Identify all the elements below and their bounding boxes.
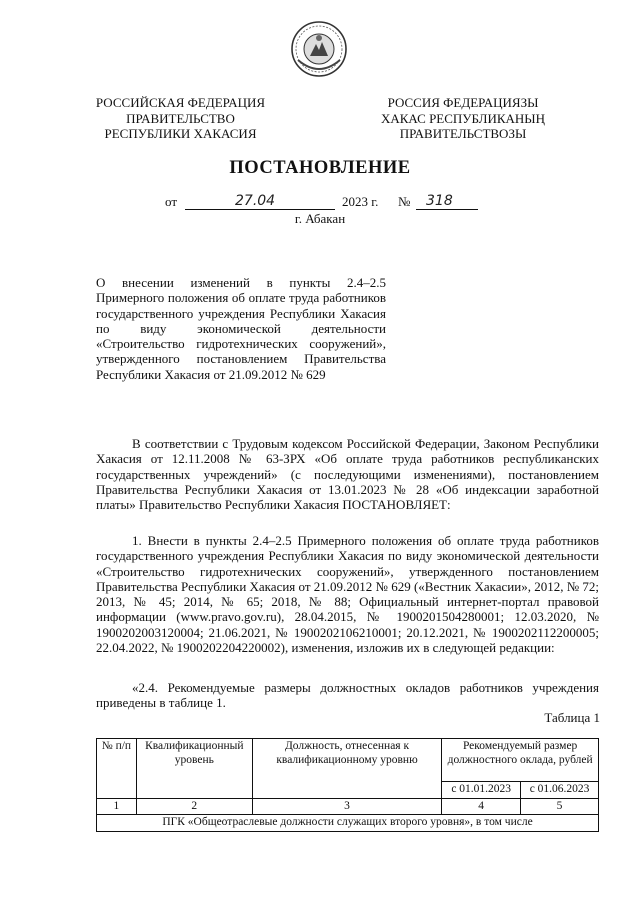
subject-text: О внесении изменений в пункты 2.4–2.5 Примерного положения об оплате труда работников государственного учреждения Республики Хакасия по виду экономической деятельности «Строительство гидротехнических сооружений», утвержденного постановлением Правительства Республики Хакасия от 21.09.2012 № 629 [96,275,386,382]
header-position: Должность, отнесенная к квалификационному уровню [252,739,441,799]
header-date-2: с 01.06.2023 [521,782,599,799]
number-field [416,194,478,210]
salary-table [96,738,599,832]
header-left-line: РОССИЙСКАЯ ФЕДЕРАЦИЯ [95,95,266,110]
colnum-cell: 4 [442,798,521,815]
date-field [185,194,335,210]
coat-of-arms-emblem [290,20,348,78]
table-caption: Таблица 1 [544,710,600,725]
colnum-cell: 1 [97,798,137,815]
clause-2-4-text: «2.4. Рекомендуемые размеры должностных окладов работников учреждения приведены в таблице 1. [96,680,599,711]
handwritten-date: 27.04 [235,193,276,209]
clause-2-4 [96,680,599,711]
number-label: № [398,194,411,209]
header-right-line: ХАКАС РЕСПУБЛИКАНЫҢ [380,110,546,126]
colnum-cell: 5 [521,798,599,815]
header-left-line: РЕСПУБЛИКИ ХАКАСИЯ [104,126,257,141]
preamble-text: В соответствии с Трудовым кодексом Российской Федерации, Законом Республики Хакасия от 12.11.2008 № 63-ЗРХ «Об оплате труда работников республиканских государственных учреждений» (с последующими изменениями), постановлением Правительства Республики Хакасия от 13.01.2023 № 28 «Об индексации заработной платы» Правительство Республики Хакасия ПОСТАНОВЛЯЕТ: [96,436,599,513]
header-date-1: с 01.01.2023 [442,782,521,799]
header-right-line: ПРАВИТЕЛЬСТВОЗЫ [399,126,527,141]
header-num: № п/п [97,739,137,799]
year-text: 2023 г. [342,194,379,209]
header-left-line: ПРАВИТЕЛЬСТВО [126,110,235,126]
header-right-line: РОССИЯ ФЕДЕРАЦИЯЗЫ [387,95,539,110]
colnum-cell: 3 [252,798,441,815]
header-salary: Рекомендуемый размер должностного оклада, рублей [442,739,599,782]
item-1-text: 1. Внести в пункты 2.4–2.5 Примерного положения об оплате труда работников государственного учреждения Республики Хакасия по виду экономической деятельности «Строительство гидротехнических сооружений», утвержденного постановлением Правительства Республики Хакасия от 21.09.2012 № 629 («Вестник Хакасии», 2012, № 72; 2013, № 45; 2014, № 65; 2018, № 88; Официальный интернет-портал правовой информации (www.pravo.gov.ru), 28.04.2015, № 1900201504280001; 12.03.2020, № 1900202003120004; 21.06.2021, № 1900202106210001; 20.12.2021, № 1900202112200005; 22.04.2022, № 1900202204220002), изменения, изложив их в следующей редакции: [96,533,599,656]
table-group-row [97,815,599,832]
table-header-row [97,739,599,782]
header-level: Квалификационный уровень [136,739,252,799]
preamble [96,436,599,512]
document-title: ПОСТАНОВЛЕНИЕ [229,158,411,178]
handwritten-number: 318 [426,193,453,209]
subject-block [96,275,386,382]
date-from-label: от [165,194,178,209]
city: г. Абакан [294,211,346,226]
group-row-cell: ПГК «Общеотраслевые должности служащих второго уровня», в том числе [97,815,599,832]
header-left [88,95,273,142]
table-colnum-row [97,798,599,815]
item-1 [96,533,599,655]
header-right [368,95,558,142]
colnum-cell: 2 [136,798,252,815]
